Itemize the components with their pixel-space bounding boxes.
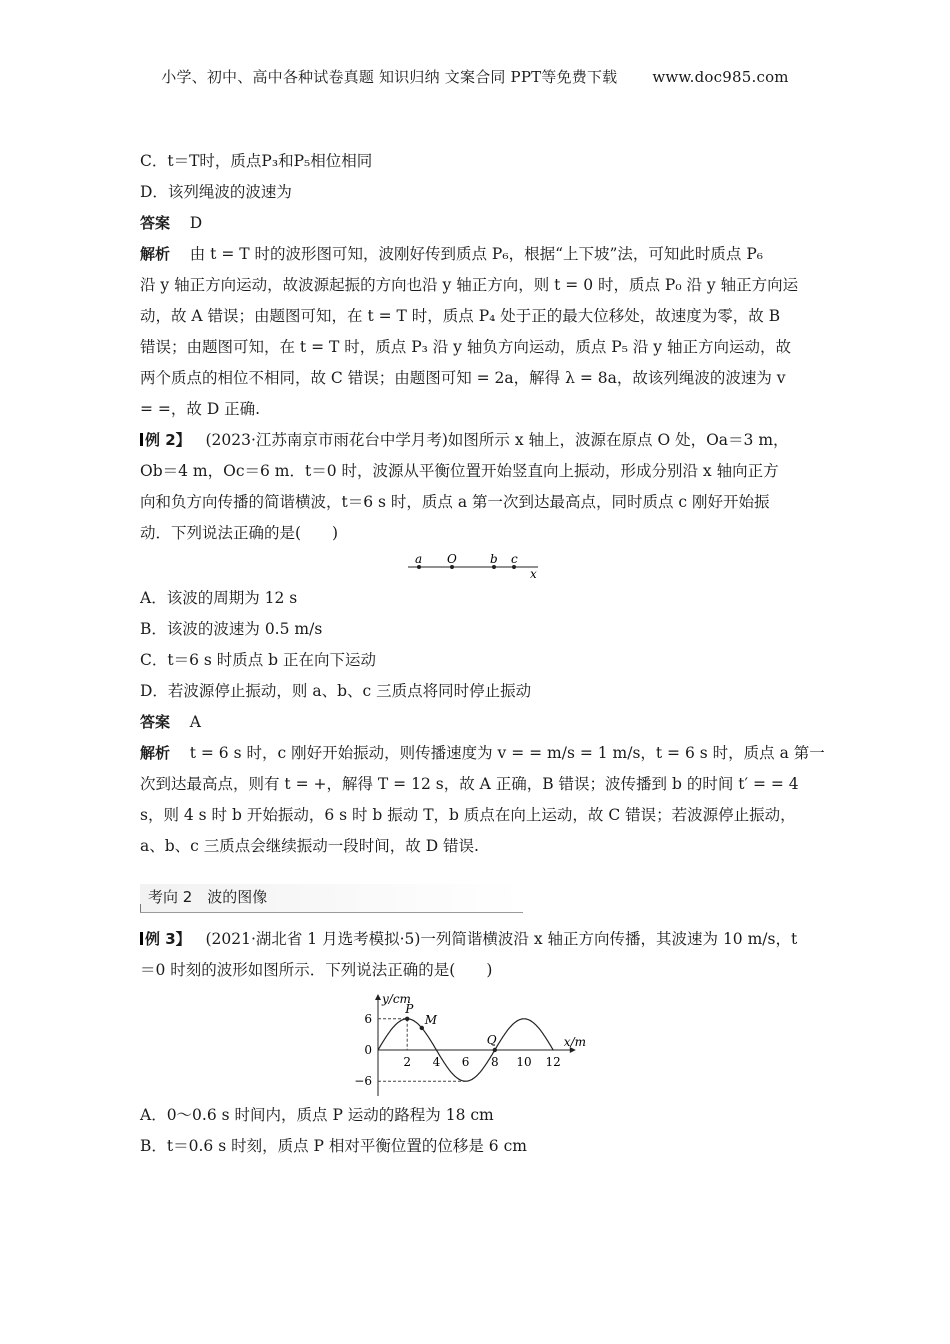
answer-value: A (189, 713, 201, 731)
answer-value: D (189, 214, 203, 232)
x-tick-label: 8 (490, 1055, 499, 1069)
example-2-label: 例 2】 (140, 431, 191, 449)
label-o: O (447, 553, 457, 566)
document-body (140, 146, 825, 1162)
analysis-line: 沿 y 轴正方向运动，故波源起振的方向也沿 y 轴正方向，则 t = 0 时，质点 P₀ 沿 y 轴正方向运 (140, 276, 799, 294)
analysis-line: 动，故 A 错误；由题图可知，在 t = T 时，质点 P₄ 处于正的最大位移处，故速度为零，故 B (140, 307, 781, 325)
analysis-line (140, 239, 812, 270)
label-x: x (530, 567, 537, 579)
x-tick-label: 2 (403, 1055, 412, 1069)
y-tick-label: −6 (354, 1074, 372, 1089)
analysis-line: a、b、c 三质点会继续振动一段时间，故 D 错误. (140, 837, 479, 855)
y-tick-label: 6 (364, 1011, 372, 1026)
analysis-label: 解析 (140, 245, 171, 263)
example-2-stem: 动．下列说法正确的是( ) (140, 524, 339, 542)
example-2-stem (140, 425, 812, 456)
example-2-stem: 向和负方向传播的简谐横波，t＝6 s 时，质点 a 第一次到达最高点，同时质点 c 刚好开始振 (140, 493, 770, 511)
option-d: D．该列绳波的波速为 (140, 183, 292, 201)
example-3-label: 例 3】 (140, 930, 191, 948)
x-tick-label: 12 (545, 1055, 561, 1069)
y-axis-label: y/cm (382, 992, 411, 1006)
option-c: C．t＝T时，质点P₃和P₅相位相同 (140, 152, 373, 170)
point-label-m: M (424, 1012, 438, 1027)
analysis-line (140, 738, 825, 769)
label-c: c (511, 553, 518, 566)
section-heading (140, 876, 812, 924)
x-axis-label: x/m (563, 1035, 587, 1049)
analysis-text: 由 t = T 时的波形图可知，波刚好传到质点 P₆，根据“上下坡”法，可知此时质点 P₆ (189, 245, 763, 263)
x-tick-label: 6 (461, 1055, 470, 1069)
analysis-line: s，则 4 s 时 b 开始振动，6 s 时 b 振动 T，b 质点在向上运动，故 C 错误；若波源停止振动， (140, 806, 796, 824)
analysis-text: t = 6 s 时，c 刚好开始振动，则传播速度为 v = = m/s = 1 m/s，t = 6 s 时，质点 a 第一 (189, 744, 825, 762)
wave-chart (340, 992, 812, 1100)
point-m (420, 1026, 424, 1030)
option-d: D．若波源停止振动，则 a、b、c 三质点将同时停止振动 (140, 682, 532, 700)
answer-label: 答案 (140, 713, 171, 731)
x-axis-diagram (400, 553, 540, 579)
example-3-stem (140, 924, 812, 955)
analysis-label: 解析 (140, 744, 171, 762)
page-header (0, 66, 950, 87)
section-title: 考向 2 波的图像 (140, 884, 523, 913)
example-3-stem: ＝0 时刻的波形如图所示．下列说法正确的是( ) (140, 961, 493, 979)
point-label-q: Q (486, 1033, 497, 1047)
answer-line (140, 707, 812, 738)
option-a: A．0～0.6 s 时间内，质点 P 运动的路程为 18 cm (140, 1106, 494, 1124)
analysis-line: = =，故 D 正确. (140, 400, 261, 418)
header-text: 小学、初中、高中各种试卷真题 知识归纳 文案合同 PPT等免费下载 (161, 68, 618, 86)
option-b: B．t＝0.6 s 时刻，质点 P 相对平衡位置的位移是 6 cm (140, 1137, 527, 1155)
y-axis-arrow (375, 994, 381, 1000)
x-tick-label: 10 (516, 1055, 532, 1069)
option-b: B．该波的波速为 0.5 m/s (140, 620, 323, 638)
label-b: b (490, 553, 498, 566)
analysis-line: 两个质点的相位不相同，故 C 错误；由题图可知 = 2a，解得 λ = 8a，故该列绳波的波速为 v (140, 369, 786, 387)
wave-chart-svg (340, 992, 590, 1100)
answer-label: 答案 (140, 214, 171, 232)
point-label-p: P (405, 1001, 414, 1016)
analysis-line: 错误；由题图可知，在 t = T 时，质点 P₃ 沿 y 轴负方向运动，质点 P₅ 沿 y 轴正方向运动，故 (140, 338, 791, 356)
example-2-stem: Ob＝4 m，Oc＝6 m．t＝0 时，波源从平衡位置开始竖直向上振动，形成分别沿 x 轴向正方 (140, 462, 779, 480)
point-q (493, 1048, 497, 1052)
axis-figure (400, 553, 812, 579)
example-3-text: (2021·湖北省 1 月选考模拟·5)一列简谐横波沿 x 轴正方向传播，其波速为 10 m/s，t (205, 930, 798, 948)
x-tick-label: 4 (432, 1055, 441, 1069)
example-2-text: (2023·江苏南京市雨花台中学月考)如图所示 x 轴上，波源在原点 O 处，Oa＝3 m， (205, 431, 789, 449)
header-site: www.doc985.com (652, 68, 789, 86)
label-a: a (415, 553, 423, 566)
analysis-line: 次到达最高点，则有 t = +，解得 T = 12 s，故 A 正确，B 错误；波传播到 b 的时间 t′ = = 4 (140, 775, 799, 793)
option-a: A．该波的周期为 12 s (140, 589, 298, 607)
point-p (405, 1017, 409, 1021)
option-c: C．t＝6 s 时质点 b 正在向下运动 (140, 651, 377, 669)
y-tick-label: 0 (364, 1043, 372, 1057)
answer-line (140, 208, 812, 239)
